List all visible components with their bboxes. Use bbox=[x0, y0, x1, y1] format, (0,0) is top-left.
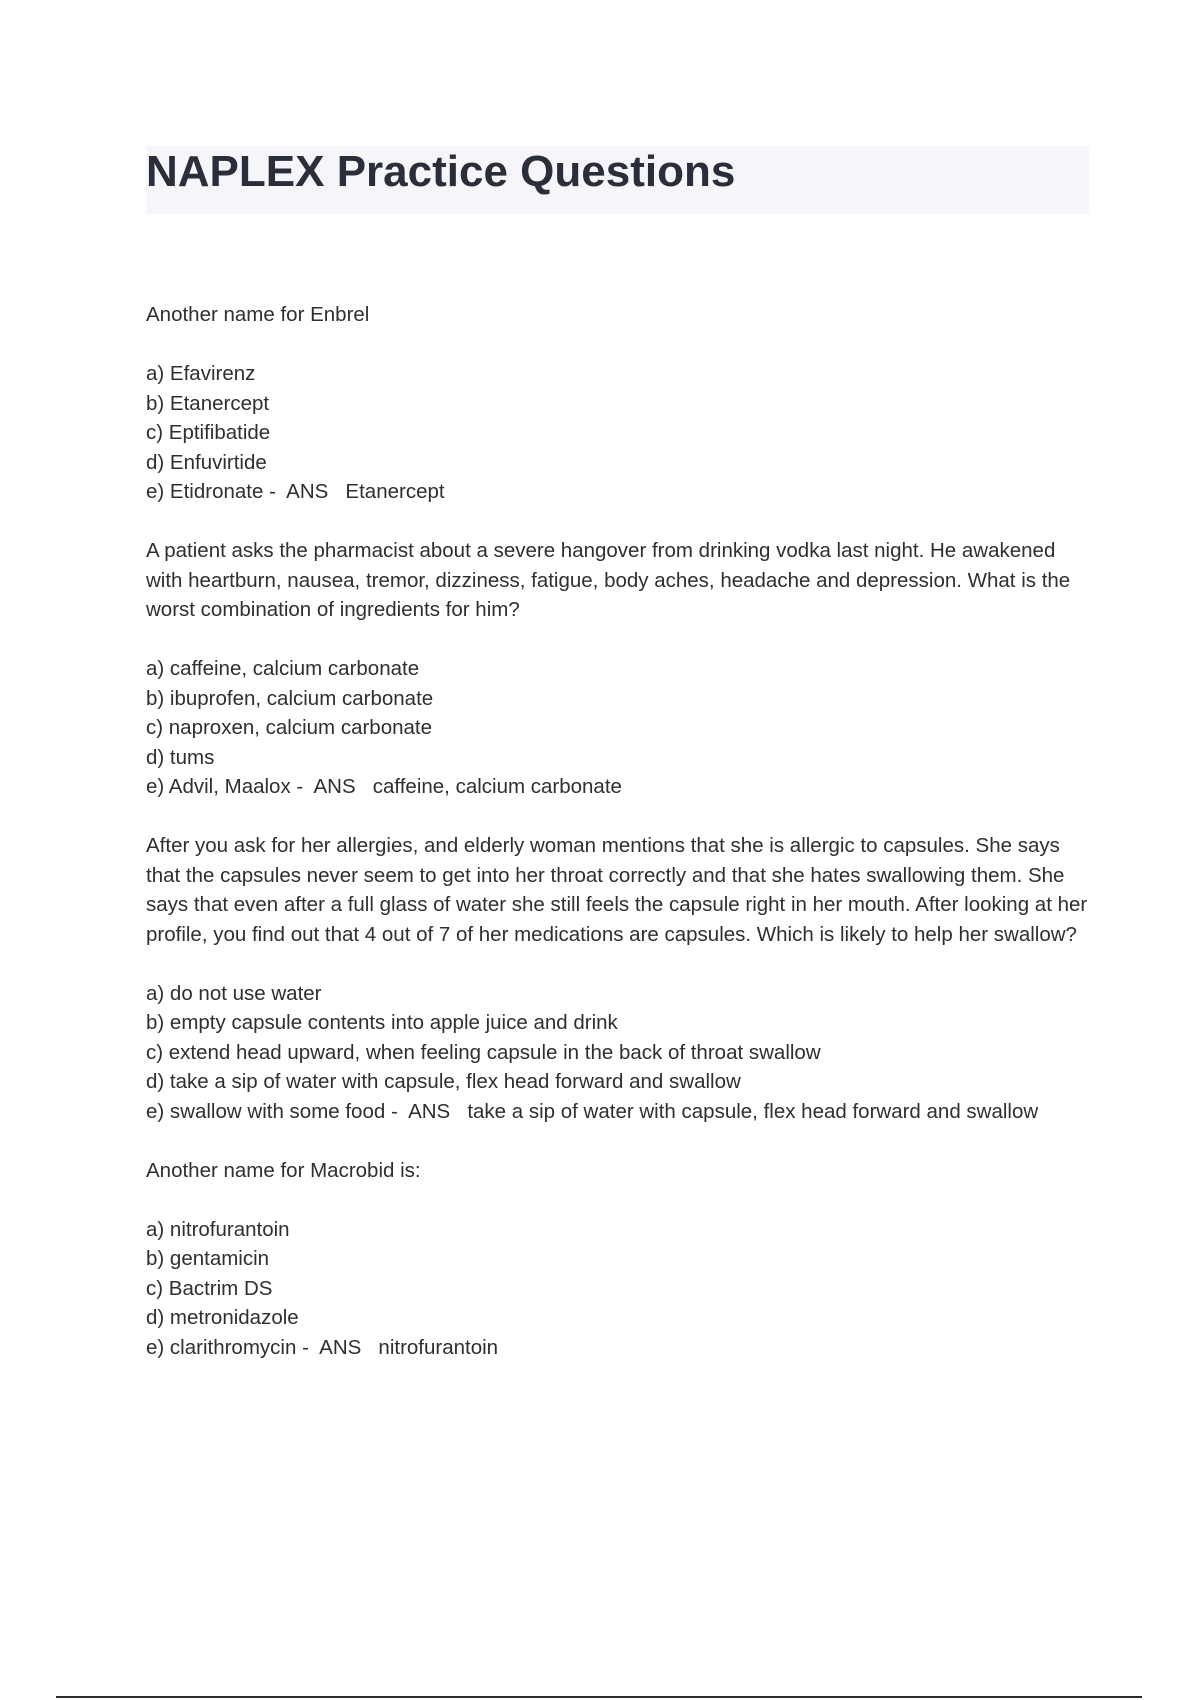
option-b: b) gentamicin bbox=[146, 1247, 270, 1270]
answer-marker: ANS bbox=[313, 775, 356, 798]
options-list bbox=[146, 979, 1090, 1127]
option-a: a) Efavirenz bbox=[146, 362, 256, 385]
question-4 bbox=[146, 1156, 1090, 1363]
option-d: d) Enfuvirtide bbox=[146, 450, 267, 474]
question-1 bbox=[146, 300, 1090, 507]
question-stem: Another name for Macrobid is: bbox=[146, 1158, 421, 1182]
answer-marker: ANS bbox=[408, 1099, 451, 1123]
answer-text: take a sip of water with capsule, flex head forward and swallow bbox=[467, 1099, 1039, 1123]
options-list bbox=[146, 654, 1090, 802]
option-c: c) Bactrim DS bbox=[146, 1276, 273, 1300]
answer-text: caffeine, calcium carbonate bbox=[372, 775, 622, 798]
option-e: e) Etidronate bbox=[146, 480, 264, 503]
option-a: a) caffeine, calcium carbonate bbox=[146, 657, 420, 680]
footer-divider bbox=[56, 1696, 1142, 1698]
option-b: b) Etanercept bbox=[146, 391, 270, 415]
questions-list bbox=[146, 300, 1090, 1392]
option-e: e) swallow with some food bbox=[146, 1099, 386, 1123]
answer-text: nitrofurantoin bbox=[378, 1335, 499, 1359]
option-e-with-answer: e) Etidronate - ANS Etanercept bbox=[146, 480, 445, 503]
option-c: c) naproxen, calcium carbonate bbox=[146, 716, 433, 739]
option-e-with-answer: e) clarithromycin - ANS nitrofurantoin bbox=[146, 1335, 499, 1359]
answer-text: Etanercept bbox=[345, 480, 445, 503]
question-3 bbox=[146, 831, 1090, 1126]
option-d: d) take a sip of water with capsule, flex head forward and swallow bbox=[146, 1070, 741, 1093]
option-d: d) tums bbox=[146, 745, 215, 769]
question-stem: Another name for Enbrel bbox=[146, 303, 370, 326]
options-list bbox=[146, 1215, 1090, 1363]
options-list bbox=[146, 359, 1090, 507]
option-a: a) nitrofurantoin bbox=[146, 1217, 290, 1241]
question-stem: After you ask for her allergies, and elderly woman mentions that she is allergic to capsules. She says that the capsules never seem to get into her throat correctly and that she hates swallowing them. She says that even after a full glass of water she still feels the capsule right in her mouth. After looking at her profile, you find out that 4 out of 7 of her medications are capsules. Which is likely to help her swallow? bbox=[146, 834, 1088, 946]
option-e-with-answer: e) Advil, Maalox - ANS caffeine, calcium carbonate bbox=[146, 775, 622, 798]
option-c: c) Eptifibatide bbox=[146, 421, 271, 444]
answer-marker: ANS bbox=[286, 480, 329, 503]
option-a: a) do not use water bbox=[146, 981, 322, 1005]
option-c: c) extend head upward, when feeling capsule in the back of throat swallow bbox=[146, 1040, 821, 1064]
option-d: d) metronidazole bbox=[146, 1306, 299, 1329]
option-e: e) clarithromycin bbox=[146, 1335, 297, 1359]
question-2 bbox=[146, 536, 1090, 802]
question-stem: A patient asks the pharmacist about a severe hangover from drinking vodka last night. He awakened with heartburn, nausea, tremor, dizziness, fatigue, body aches, headache and depression. What is the worst combination of ingredients for him? bbox=[146, 539, 1071, 621]
option-b: b) ibuprofen, calcium carbonate bbox=[146, 686, 434, 710]
page-title: NAPLEX Practice Questions bbox=[146, 147, 736, 196]
option-e: e) Advil, Maalox bbox=[146, 775, 291, 798]
option-b: b) empty capsule contents into apple juice and drink bbox=[146, 1011, 618, 1034]
answer-marker: ANS bbox=[319, 1335, 362, 1359]
option-e-with-answer: e) swallow with some food - ANS take a sip of water with capsule, flex head forward and swallow bbox=[146, 1099, 1039, 1123]
